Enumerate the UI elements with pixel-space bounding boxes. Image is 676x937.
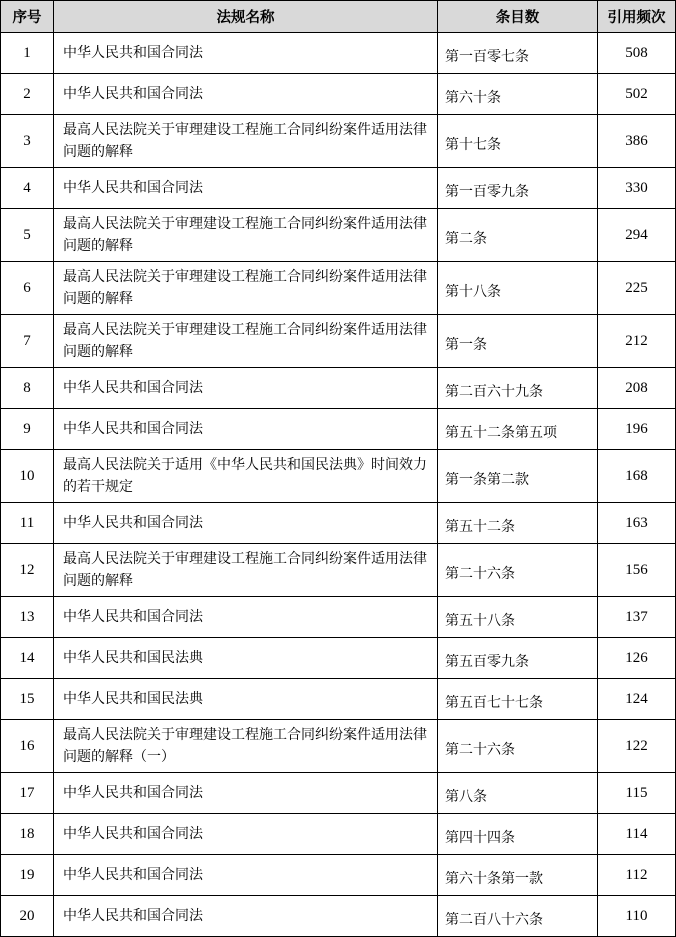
regulation-name: 中华人民共和国合同法 xyxy=(54,368,438,409)
table-header-row xyxy=(1,1,676,33)
row-number: 13 xyxy=(1,597,54,638)
table-row xyxy=(1,368,676,409)
article-number: 第八条 xyxy=(438,773,598,814)
header-article: 条目数 xyxy=(438,1,598,33)
row-number: 3 xyxy=(1,115,54,168)
header-no: 序号 xyxy=(1,1,54,33)
citation-count: 168 xyxy=(598,450,676,503)
table-row xyxy=(1,638,676,679)
regulation-name: 中华人民共和国合同法 xyxy=(54,814,438,855)
regulation-name: 最高人民法院关于审理建设工程施工合同纠纷案件适用法律问题的解释 xyxy=(54,209,438,262)
row-number: 1 xyxy=(1,33,54,74)
citation-count: 196 xyxy=(598,409,676,450)
table-row xyxy=(1,503,676,544)
header-regulation-name: 法规名称 xyxy=(54,1,438,33)
regulation-name: 中华人民共和国合同法 xyxy=(54,773,438,814)
citation-count: 208 xyxy=(598,368,676,409)
article-number: 第二十六条 xyxy=(438,720,598,773)
table-row xyxy=(1,74,676,115)
article-number: 第四十四条 xyxy=(438,814,598,855)
citation-count: 330 xyxy=(598,168,676,209)
row-number: 11 xyxy=(1,503,54,544)
row-number: 9 xyxy=(1,409,54,450)
regulation-name: 中华人民共和国合同法 xyxy=(54,855,438,896)
row-number: 6 xyxy=(1,262,54,315)
regulation-name: 中华人民共和国合同法 xyxy=(54,409,438,450)
table-row xyxy=(1,679,676,720)
table-row xyxy=(1,597,676,638)
table-body xyxy=(1,33,676,937)
table-row xyxy=(1,115,676,168)
table-row xyxy=(1,450,676,503)
regulation-name: 最高人民法院关于审理建设工程施工合同纠纷案件适用法律问题的解释 xyxy=(54,544,438,597)
citation-count: 294 xyxy=(598,209,676,262)
regulation-name: 中华人民共和国合同法 xyxy=(54,168,438,209)
citation-count: 114 xyxy=(598,814,676,855)
row-number: 18 xyxy=(1,814,54,855)
row-number: 5 xyxy=(1,209,54,262)
table-row xyxy=(1,773,676,814)
citation-count: 156 xyxy=(598,544,676,597)
regulation-name: 最高人民法院关于审理建设工程施工合同纠纷案件适用法律问题的解释 xyxy=(54,262,438,315)
citation-count: 508 xyxy=(598,33,676,74)
citation-count: 124 xyxy=(598,679,676,720)
article-number: 第一百零九条 xyxy=(438,168,598,209)
article-number: 第十七条 xyxy=(438,115,598,168)
table-row xyxy=(1,720,676,773)
regulation-name: 中华人民共和国合同法 xyxy=(54,503,438,544)
table-row xyxy=(1,33,676,74)
row-number: 7 xyxy=(1,315,54,368)
article-number: 第一百零七条 xyxy=(438,33,598,74)
article-number: 第五百零九条 xyxy=(438,638,598,679)
regulation-name: 最高人民法院关于审理建设工程施工合同纠纷案件适用法律问题的解释（一） xyxy=(54,720,438,773)
article-number: 第十八条 xyxy=(438,262,598,315)
citation-count: 115 xyxy=(598,773,676,814)
row-number: 10 xyxy=(1,450,54,503)
row-number: 17 xyxy=(1,773,54,814)
row-number: 12 xyxy=(1,544,54,597)
article-number: 第五百七十七条 xyxy=(438,679,598,720)
regulation-name: 中华人民共和国合同法 xyxy=(54,896,438,937)
regulation-name: 中华人民共和国合同法 xyxy=(54,597,438,638)
article-number: 第一条第二款 xyxy=(438,450,598,503)
citation-count: 126 xyxy=(598,638,676,679)
regulation-name: 最高人民法院关于审理建设工程施工合同纠纷案件适用法律问题的解释 xyxy=(54,115,438,168)
citation-count: 112 xyxy=(598,855,676,896)
row-number: 8 xyxy=(1,368,54,409)
article-number: 第六十条 xyxy=(438,74,598,115)
citation-count: 137 xyxy=(598,597,676,638)
article-number: 第二十六条 xyxy=(438,544,598,597)
article-number: 第二百六十九条 xyxy=(438,368,598,409)
citation-count: 110 xyxy=(598,896,676,937)
row-number: 4 xyxy=(1,168,54,209)
row-number: 15 xyxy=(1,679,54,720)
table-row xyxy=(1,315,676,368)
row-number: 20 xyxy=(1,896,54,937)
article-number: 第五十八条 xyxy=(438,597,598,638)
table-row xyxy=(1,896,676,937)
citation-count: 163 xyxy=(598,503,676,544)
table-row xyxy=(1,544,676,597)
article-number: 第二条 xyxy=(438,209,598,262)
article-number: 第五十二条第五项 xyxy=(438,409,598,450)
article-number: 第二百八十六条 xyxy=(438,896,598,937)
row-number: 19 xyxy=(1,855,54,896)
table-row xyxy=(1,168,676,209)
regulation-name: 中华人民共和国民法典 xyxy=(54,638,438,679)
table-row xyxy=(1,814,676,855)
table-row xyxy=(1,209,676,262)
article-number: 第六十条第一款 xyxy=(438,855,598,896)
regulation-name: 最高人民法院关于审理建设工程施工合同纠纷案件适用法律问题的解释 xyxy=(54,315,438,368)
citation-count: 502 xyxy=(598,74,676,115)
table-row xyxy=(1,855,676,896)
regulation-name: 中华人民共和国民法典 xyxy=(54,679,438,720)
citation-count: 386 xyxy=(598,115,676,168)
article-number: 第一条 xyxy=(438,315,598,368)
header-citation-count: 引用频次 xyxy=(598,1,676,33)
row-number: 2 xyxy=(1,74,54,115)
regulation-name: 最高人民法院关于适用《中华人民共和国民法典》时间效力的若干规定 xyxy=(54,450,438,503)
citation-count: 225 xyxy=(598,262,676,315)
article-number: 第五十二条 xyxy=(438,503,598,544)
row-number: 14 xyxy=(1,638,54,679)
table-row xyxy=(1,409,676,450)
table-row xyxy=(1,262,676,315)
row-number: 16 xyxy=(1,720,54,773)
regulation-name: 中华人民共和国合同法 xyxy=(54,33,438,74)
citation-count: 212 xyxy=(598,315,676,368)
regulation-name: 中华人民共和国合同法 xyxy=(54,74,438,115)
citation-count: 122 xyxy=(598,720,676,773)
